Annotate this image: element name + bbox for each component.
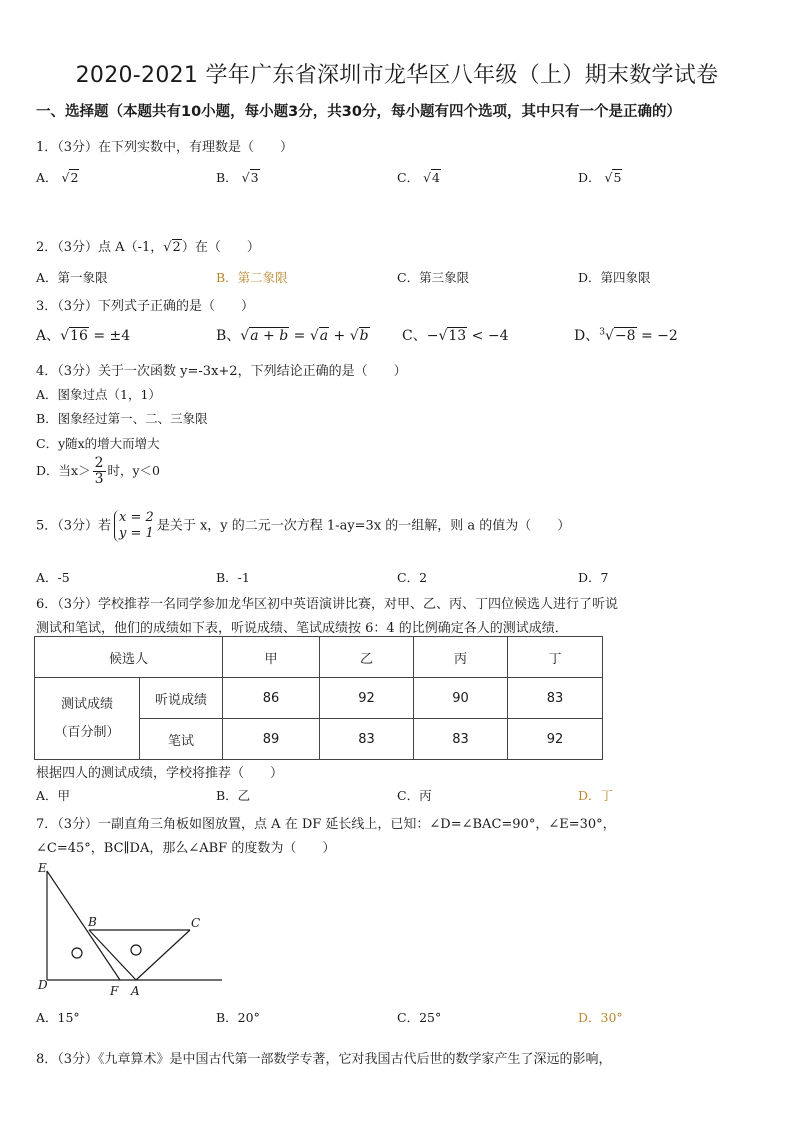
sqrt-symbol: √ <box>604 170 613 185</box>
table-cell: 92 <box>320 678 414 719</box>
label-C: C <box>191 916 201 930</box>
q7-option-d: D．30° <box>578 1010 623 1025</box>
q7-option-a: A．15° <box>36 1010 80 1025</box>
table-cell: 83 <box>320 719 414 760</box>
table-header-row <box>35 637 603 678</box>
line-BA <box>89 930 136 980</box>
sqrt-symbol: √ <box>61 170 70 185</box>
q3-stem: 3．（3分）下列式子正确的是（ ） <box>36 299 255 314</box>
q1-option-b: B． √3 <box>216 170 259 185</box>
section-heading: 一、选择题（本题共有10小题，每小题3分，共30分，每小题有四个选项，其中只有一个是正确的） <box>36 104 681 120</box>
q3-option-d: D、$^3$√−8 = −2 <box>574 327 678 344</box>
header-candidate: 丙 <box>414 637 508 678</box>
sqrt-symbol: √ <box>60 328 70 344</box>
q7-line2: ∠C=45°，BC∥DA，那么∠ABF 的度数为（ ） <box>36 841 336 856</box>
sqrt-symbol: √ <box>604 328 614 344</box>
sqrt-symbol: √ <box>309 328 319 344</box>
sqrt-symbol: √ <box>438 328 448 344</box>
equation-system: x = 2 y = 1 <box>114 510 154 542</box>
q7-option-c: C．25° <box>397 1010 442 1025</box>
angle-mark-circle <box>131 945 141 955</box>
header-candidate-label: 候选人 <box>35 637 223 678</box>
q1-option-d: D． √5 <box>578 170 622 185</box>
q4-option-b: B．图象经过第一、二、三象限 <box>36 411 208 426</box>
q1-stem: 1．（3分）在下列实数中，有理数是（ ） <box>36 140 294 155</box>
q8-line1: 8．（3分）《九章算术》是中国古代第一部数学专著，它对我国古代后世的数学家产生了深远的影响， <box>36 1052 612 1067</box>
q5-stem: 5．（3分）若 x = 2 y = 1 是关于 x，y 的二元一次方程 1-ay=3x 的一组解，则 a 的值为（ ） <box>36 510 571 541</box>
row-label: 笔试 <box>140 719 223 760</box>
label-B: B <box>88 915 97 929</box>
q4-stem: 4．（3分）关于一次函数 y=-3x+2，下列结论正确的是（ ） <box>36 364 407 379</box>
q2-option-b: B．第二象限 <box>216 270 288 285</box>
table-cell: 90 <box>414 678 508 719</box>
table-cell: 83 <box>414 719 508 760</box>
q4-option-c: C．y随x的增大而增大 <box>36 436 160 451</box>
q6-line2: 测试和笔试，他们的成绩如下表，听说成绩、笔试成绩按 6：4 的比例确定各人的测试成绩． <box>36 621 568 636</box>
q7-line1: 7．（3分）一副直角三角板如图放置，点 A 在 DF 延长线上，已知：∠D=∠BAC=90°，∠E=30°， <box>36 817 616 832</box>
table-cell: 83 <box>508 678 603 719</box>
q5-option-b: B．-1 <box>216 570 250 585</box>
sqrt-symbol: √ <box>349 328 359 344</box>
sqrt-symbol: √ <box>241 170 250 185</box>
q1-option-a: A． √2 <box>36 170 79 185</box>
q3-option-c: C、−√13 < −4 <box>402 328 509 344</box>
q3-option-a: A、√16 = ±4 <box>36 328 131 344</box>
q2-option-d: D．第四象限 <box>578 270 651 285</box>
q5-option-a: A．-5 <box>36 570 70 585</box>
row-label: 听说成绩 <box>140 678 223 719</box>
table-row <box>35 678 603 719</box>
q6-option-d: D．丁 <box>578 788 614 803</box>
line-EF <box>47 871 120 980</box>
q3-option-b: B、√a + b = √a + √b <box>216 328 369 344</box>
sqrt-symbol: √ <box>423 170 432 185</box>
q5-option-c: C．2 <box>397 570 428 585</box>
q4-option-a: A．图象过点（1，1） <box>36 387 161 402</box>
header-candidate: 乙 <box>320 637 414 678</box>
line-CA <box>136 930 190 980</box>
sqrt-symbol: √ <box>240 328 250 344</box>
fraction: $\frac{2}{3}$ <box>94 455 104 487</box>
q6-line1: 6．（3分）学校推荐一名同学参加龙华区初中英语演讲比赛，对甲、乙、丙、丁四位候选人进行了听说 <box>36 597 619 612</box>
angle-mark-circle <box>72 948 82 958</box>
group-label: 测试成绩 （百分制） <box>35 678 140 760</box>
label-D: D <box>38 978 48 992</box>
q1-option-c: C． √4 <box>397 170 440 185</box>
page-title: 2020-2021 学年广东省深圳市龙华区八年级（上）期末数学试卷 <box>75 63 719 88</box>
table-cell: 92 <box>508 719 603 760</box>
header-candidate: 甲 <box>223 637 320 678</box>
header-candidate: 丁 <box>508 637 603 678</box>
q2-option-a: A．第一象限 <box>36 270 108 285</box>
q2-stem: 2．（3分）点 A（-1，√2）在（ ） <box>36 240 260 255</box>
q6-option-a: A．甲 <box>36 788 71 803</box>
q6-option-c: C．丙 <box>397 788 432 803</box>
table-cell: 86 <box>223 678 320 719</box>
table-cell: 89 <box>223 719 320 760</box>
q4-option-d: D．当x＞ $\frac{2}{3}$ 时，y＜0 <box>36 455 161 487</box>
label-A: A <box>131 984 140 998</box>
q6-option-b: B．乙 <box>216 788 251 803</box>
triangle-figure <box>34 858 234 998</box>
q7-option-b: B．20° <box>216 1010 260 1025</box>
sqrt-symbol: √ <box>163 240 172 255</box>
label-F: F <box>110 984 119 998</box>
scores-table <box>34 636 603 760</box>
label-E: E <box>38 861 47 875</box>
q6-after: 根据四人的测试成绩，学校将推荐（ ） <box>36 766 284 781</box>
q2-option-c: C．第三象限 <box>397 270 470 285</box>
q5-option-d: D．7 <box>578 570 609 585</box>
